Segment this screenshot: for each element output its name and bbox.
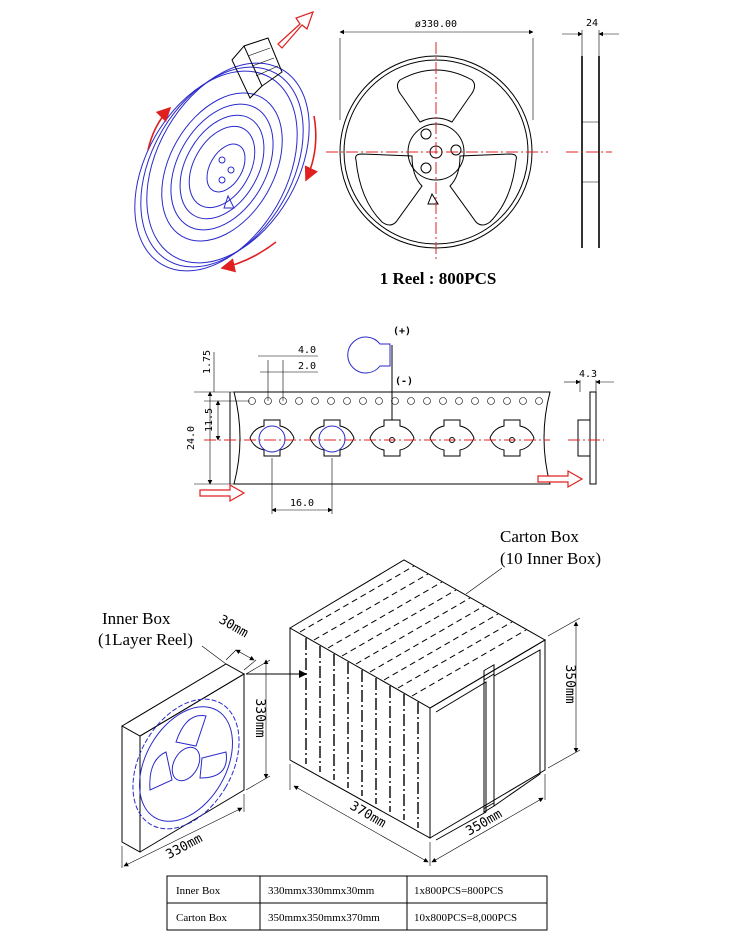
inner-thickness-label: 30mm [216, 612, 251, 642]
table-row-2-name: Carton Box [176, 912, 228, 924]
reel-diameter-label: ø330.00 [414, 19, 458, 30]
inner-title-2: (1Layer Reel) [98, 630, 193, 649]
tape-width-label: 24.0 [186, 425, 197, 451]
carton-depth-label: 370mm [347, 798, 389, 832]
table-row-2-size: 350mmx350mmx370mm [268, 912, 380, 924]
reel-side-view [562, 18, 619, 248]
tape-pitch-label: 16.0 [289, 498, 315, 509]
carton-width-label: 350mm [463, 806, 505, 840]
inner-title-1: Inner Box [102, 609, 171, 628]
reel-front-view [326, 19, 548, 262]
carton-height-label: 350mm [562, 664, 577, 704]
reel-caption: 1 Reel : 800PCS [379, 269, 497, 288]
packing-table [167, 876, 547, 930]
table-row-1-name: Inner Box [176, 885, 221, 897]
table-row-2-qty: 10x800PCS=8,000PCS [414, 912, 518, 924]
carton-title-1: Carton Box [500, 527, 579, 546]
tape-pitch-top-label: 4.0 [297, 345, 317, 356]
tape-edge-label: 1.75 [202, 349, 213, 375]
inner-height-label: 330mm [252, 698, 267, 738]
inner-width-label: 330mm [163, 831, 206, 863]
inner-box [98, 609, 306, 868]
polarity-plus: (+) [392, 326, 412, 337]
tape-thickness-label: 4.3 [578, 369, 598, 380]
reel-width-label: 24 [585, 18, 599, 29]
tape-hole-label: 2.0 [297, 361, 317, 372]
table-row-1-size: 330mmx330mmx30mm [268, 885, 375, 897]
tape-side-profile [564, 369, 614, 484]
polarity-minus: (-) [394, 376, 414, 387]
reel-3d-view [101, 12, 342, 300]
tape-center-label: 11.5 [204, 407, 215, 433]
carrier-tape [186, 326, 582, 514]
carton-box [290, 527, 601, 866]
carton-title-2: (10 Inner Box) [500, 549, 602, 568]
table-row-1-qty: 1x800PCS=800PCS [414, 885, 504, 897]
